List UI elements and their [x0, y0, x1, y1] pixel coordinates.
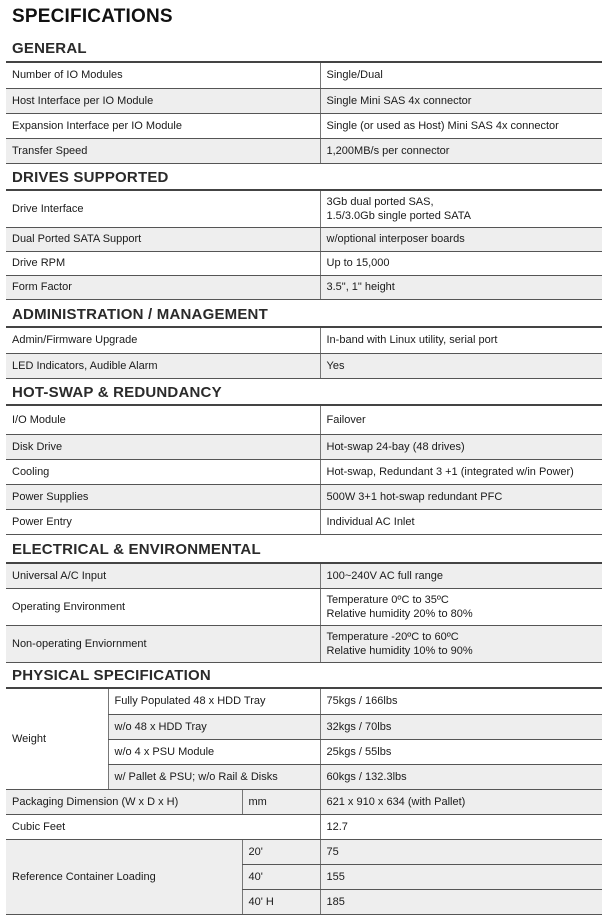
spec-value: Single (or used as Host) Mini SAS 4x connector — [320, 113, 602, 138]
spec-value: 1,200MB/s per connector — [320, 138, 602, 163]
spec-unit: mm — [242, 789, 320, 814]
section-heading-general: GENERAL — [12, 40, 87, 57]
spec-value-line: Temperature -20ºC to 60ºC — [326, 630, 459, 643]
physical-table — [6, 689, 602, 915]
spec-value-line: Relative humidity 20% to 80% — [326, 607, 473, 620]
spec-value: Single/Dual — [320, 63, 602, 88]
table-row — [6, 564, 602, 588]
spec-value: 3.5", 1" height — [320, 275, 602, 299]
spec-value: Single Mini SAS 4x connector — [320, 88, 602, 113]
spec-value — [320, 625, 602, 662]
spec-value: Individual AC Inlet — [320, 509, 602, 534]
spec-sublabel: w/o 4 x PSU Module — [108, 739, 320, 764]
table-row — [6, 839, 602, 864]
spec-label: Reference Container Loading — [6, 839, 242, 914]
spec-value: w/optional interposer boards — [320, 227, 602, 251]
spec-value: 60kgs / 132.3lbs — [320, 764, 602, 789]
spec-value: In-band with Linux utility, serial port — [320, 328, 602, 353]
table-row — [6, 459, 602, 484]
general-table — [6, 63, 602, 164]
spec-label: Dual Ported SATA Support — [6, 227, 320, 251]
spec-value — [320, 588, 602, 625]
spec-value: 621 x 910 x 634 (with Pallet) — [320, 789, 602, 814]
table-row — [6, 509, 602, 534]
spec-label: I/O Module — [6, 406, 320, 434]
table-row — [6, 484, 602, 509]
spec-label: Non-operating Enviornment — [6, 625, 320, 662]
table-row — [6, 191, 602, 227]
table-row — [6, 789, 602, 814]
spec-value: 500W 3+1 hot-swap redundant PFC — [320, 484, 602, 509]
section-heading-admin: ADMINISTRATION / MANAGEMENT — [12, 306, 268, 323]
table-row — [6, 588, 602, 625]
spec-label: Transfer Speed — [6, 138, 320, 163]
spec-label: Universal A/C Input — [6, 564, 320, 588]
table-row — [6, 406, 602, 434]
spec-value-line: 1.5/3.0Gb single ported SATA — [326, 209, 472, 222]
spec-label: Expansion Interface per IO Module — [6, 113, 320, 138]
table-row — [6, 814, 602, 839]
table-row — [6, 625, 602, 662]
spec-value: Up to 15,000 — [320, 251, 602, 275]
spec-value: 25kgs / 55lbs — [320, 739, 602, 764]
spec-sublabel: Fully Populated 48 x HDD Tray — [108, 689, 320, 714]
table-row — [6, 113, 602, 138]
spec-label: LED Indicators, Audible Alarm — [6, 353, 320, 378]
spec-value: 185 — [320, 889, 602, 914]
hotswap-table — [6, 406, 602, 535]
spec-label: Cooling — [6, 459, 320, 484]
spec-value: 75kgs / 166lbs — [320, 689, 602, 714]
spec-sublabel: 40' — [242, 864, 320, 889]
section-heading-physical: PHYSICAL SPECIFICATION — [12, 667, 211, 684]
section-heading-electrical: ELECTRICAL & ENVIRONMENTAL — [12, 541, 261, 558]
spec-value-line: Relative humidity 10% to 90% — [326, 644, 473, 657]
table-row — [6, 353, 602, 378]
spec-value: Yes — [320, 353, 602, 378]
spec-value-line: Temperature 0ºC to 35ºC — [326, 593, 449, 606]
spec-label: Drive Interface — [6, 191, 320, 227]
spec-sublabel: 40' H — [242, 889, 320, 914]
drives-table — [6, 191, 602, 300]
spec-label: Number of IO Modules — [6, 63, 320, 88]
table-row — [6, 227, 602, 251]
spec-label: Drive RPM — [6, 251, 320, 275]
spec-label: Admin/Firmware Upgrade — [6, 328, 320, 353]
table-row — [6, 88, 602, 113]
spec-sublabel: w/ Pallet & PSU; w/o Rail & Disks — [108, 764, 320, 789]
table-row — [6, 138, 602, 163]
spec-sublabel: 20' — [242, 839, 320, 864]
page-title: SPECIFICATIONS — [12, 6, 173, 27]
electrical-table — [6, 564, 602, 663]
spec-sublabel: w/o 48 x HDD Tray — [108, 714, 320, 739]
table-row — [6, 275, 602, 299]
spec-value: 12.7 — [320, 814, 602, 839]
spec-label: Disk Drive — [6, 434, 320, 459]
table-row — [6, 328, 602, 353]
spec-label: Packaging Dimension (W x D x H) — [6, 789, 242, 814]
table-row — [6, 63, 602, 88]
spec-label: Cubic Feet — [6, 814, 320, 839]
spec-label: Power Supplies — [6, 484, 320, 509]
spec-value: Hot-swap 24-bay (48 drives) — [320, 434, 602, 459]
spec-value: 75 — [320, 839, 602, 864]
spec-value: Failover — [320, 406, 602, 434]
spec-label: Weight — [6, 689, 108, 789]
spec-label: Power Entry — [6, 509, 320, 534]
table-row — [6, 434, 602, 459]
admin-table — [6, 328, 602, 379]
spec-value: 100~240V AC full range — [320, 564, 602, 588]
section-heading-hotswap: HOT-SWAP & REDUNDANCY — [12, 384, 222, 401]
spec-value: Hot-swap, Redundant 3 +1 (integrated w/in Power) — [320, 459, 602, 484]
spec-value: 32kgs / 70lbs — [320, 714, 602, 739]
table-row — [6, 251, 602, 275]
spec-value — [320, 191, 602, 227]
section-heading-drives: DRIVES SUPPORTED — [12, 169, 169, 186]
spec-value: 155 — [320, 864, 602, 889]
spec-label: Form Factor — [6, 275, 320, 299]
spec-label: Operating Environment — [6, 588, 320, 625]
spec-value-line: 3Gb dual ported SAS, — [326, 195, 434, 208]
spec-label: Host Interface per IO Module — [6, 88, 320, 113]
table-row — [6, 689, 602, 714]
